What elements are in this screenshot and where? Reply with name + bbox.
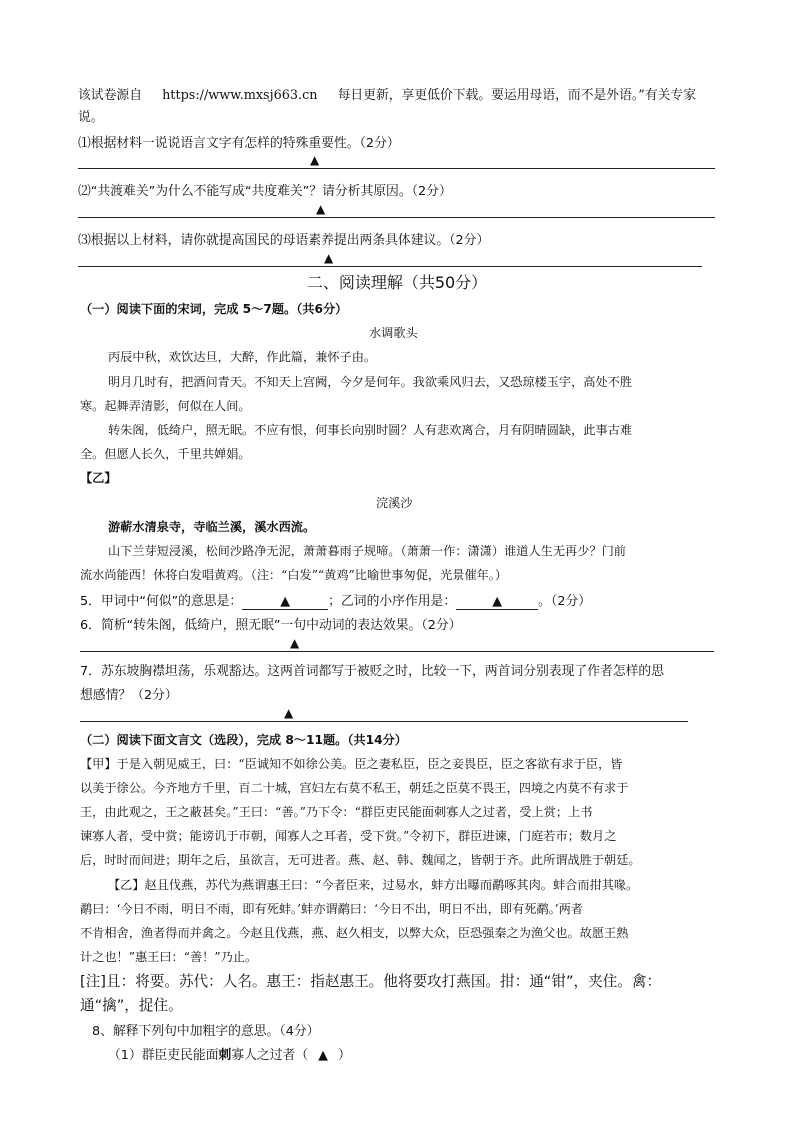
answer-blank[interactable] xyxy=(456,594,538,610)
question-6: 6．简析“转朱阁，低绮户，照无眠”一句中动词的表达效果。（2分） xyxy=(80,618,462,633)
answer-marker: ▲ xyxy=(310,153,320,167)
answer-line xyxy=(80,721,688,722)
source-url[interactable]: https://www.mxsj663.cn xyxy=(162,88,318,103)
answer-marker: ▲ xyxy=(280,594,291,609)
answer-marker[interactable]: ▲ xyxy=(318,1048,328,1063)
answer-line xyxy=(80,651,714,652)
answer-marker: ▲ xyxy=(492,594,503,609)
poem-line: 转朱阁，低绮户，照无眠。不应有恨，何事长向别时圆？人有悲欢离合，月有阴晴圆缺，此事古难 xyxy=(108,423,633,437)
section-title: 二、阅读理解（共50分） xyxy=(306,273,488,292)
text-line: 【甲】于是入朝见威王，曰：“臣诚知不如徐公美。臣之妻私臣，臣之妾畏臣，臣之客欲有求于臣，皆 xyxy=(80,757,623,771)
q8-text: （1）群臣吏民能面 xyxy=(108,1048,219,1063)
part-heading: （一）阅读下面的宋词，完成 5～7题。（共6分） xyxy=(80,302,348,316)
answer-line xyxy=(78,217,715,218)
question-2: ⑵“共渡难关”为什么不能写成“共度难关”？请分析其原因。（2分） xyxy=(78,184,452,199)
answer-line xyxy=(78,168,715,169)
text-line: 计之也！”惠王曰：“善！”乃止。 xyxy=(80,950,258,964)
answer-marker: ▲ xyxy=(284,706,294,720)
source-prefix: 该试卷源自 xyxy=(78,88,142,103)
answer-marker: ▲ xyxy=(316,202,326,216)
question-7: 想感情？（2分） xyxy=(80,688,178,703)
text-line: 说。 xyxy=(78,110,104,125)
poem-line: 全。但愿人长久，千里共婵娟。 xyxy=(80,447,251,461)
question-8-1 xyxy=(108,1044,351,1063)
text-line: 王，由此观之，王之蔽甚矣。”王曰：“善。”乃下令：“群臣吏民能面刺寡人之过者，受上赏；上书 xyxy=(80,805,593,819)
question-5 xyxy=(80,590,591,610)
text-line: 不肯相舍，渔者得而并禽之。今赵且伐燕，燕、赵久相支，以弊大众，臣恐强秦之为渔父也。故愿王熟 xyxy=(80,926,629,940)
bold-word: 刺 xyxy=(218,1048,232,1063)
poem-title: 浣溪沙 xyxy=(376,496,413,510)
answer-line xyxy=(78,266,702,267)
question-3: ⑶根据以上材料，请你就提高国民的母语素养提出两条具体建议。（2分） xyxy=(78,233,490,248)
question-8: 8、解释下列句中加粗字的意思。（4分） xyxy=(92,1024,320,1039)
annotation: [注]且：将要。苏代：人名。惠王：指赵惠王。他将要攻打燕国。拑：通“钳”，夹住。禽： xyxy=(80,973,662,990)
poem-line: 流水尚能西！休将白发唱黄鸡。（注：“白发”“黄鸡”比喻世事匆促，光景催年。） xyxy=(80,568,508,582)
poem-preface: 丙辰中秋，欢饮达旦，大醉，作此篇，兼怀子由。 xyxy=(108,350,377,364)
question-1: ⑴根据材料一说说语言文字有怎样的特殊重要性。（2分） xyxy=(78,136,400,151)
text-line: 鹬曰：‘今日不雨，明日不雨，即有死蚌。’蚌亦谓鹬曰：‘今日不出，明日不出，即有死鹬。’两者 xyxy=(80,902,583,916)
source-line xyxy=(78,84,696,103)
question-7: 7．苏东坡胸襟坦荡，乐观豁达。这两首词都写于被贬之时，比较一下，两首词分别表现了作者怎样的思 xyxy=(80,664,665,679)
source-text: 每日更新，享更低价下载。要运用母语，而不是外语。”有关专家 xyxy=(337,88,697,103)
poem-line: 山下兰芽短浸溪，松间沙路净无泥，萧萧暮雨子规啼。（萧萧一作：潇潇）谁道人生无再少？门前 xyxy=(108,544,626,558)
text-line: 谏寡人者，受中赏；能谤讥于市朝，闻寡人之耳者，受下赏。”令初下，群臣进谏，门庭若市；数月之 xyxy=(80,829,617,843)
q8-text: ） xyxy=(337,1048,351,1063)
q5-text: 。（2分） xyxy=(538,594,592,609)
q5-text: 5．甲词中“何似”的意思是： xyxy=(80,594,243,609)
q5-text: ；乙词的小序作用是： xyxy=(328,594,457,609)
answer-marker: ▲ xyxy=(324,251,334,265)
answer-marker: ▲ xyxy=(290,636,300,650)
annotation: 通“擒”，捉住。 xyxy=(80,997,183,1014)
poem-title: 水调歌头 xyxy=(369,326,418,340)
section-mark: 【乙】 xyxy=(80,471,117,485)
text-line: 后，时时而间进；期年之后，虽欲言，无可进者。燕、赵、韩、魏闻之，皆朝于齐。此所谓战胜于朝廷。 xyxy=(80,853,641,867)
text-line: 以美于徐公。今齐地方千里，百二十城，宫妇左右莫不私王，朝廷之臣莫不畏王，四境之内莫不有求于 xyxy=(80,781,629,795)
poem-line: 明月几时有，把酒问青天。不知天上宫阙，今夕是何年。我欲乘风归去，又恐琼楼玉宇，高处不胜 xyxy=(108,375,633,389)
q8-text: 寡人之过者（ xyxy=(231,1048,309,1063)
answer-blank[interactable] xyxy=(242,594,328,610)
part-heading: （二）阅读下面文言文（选段），完成 8～11题。（共14分） xyxy=(80,733,407,747)
text-line: 【乙】赵且伐燕，苏代为燕谓惠王曰：“今者臣来，过易水，蚌方出曝而鹬啄其肉。蚌合而拑其喙。 xyxy=(108,878,639,892)
poem-line: 寒。起舞弄清影，何似在人间。 xyxy=(80,399,251,413)
poem-preface: 游蕲水清泉寺，寺临兰溪，溪水西流。 xyxy=(108,520,316,534)
